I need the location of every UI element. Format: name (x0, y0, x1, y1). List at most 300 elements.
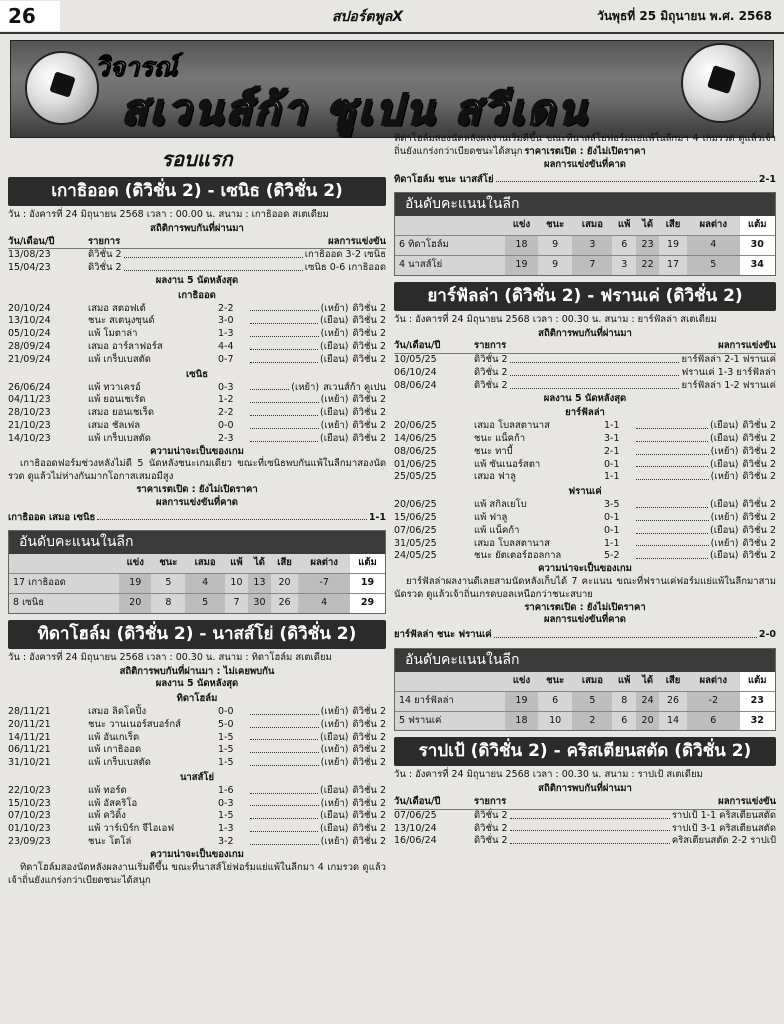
dotted-leader (510, 810, 670, 819)
prediction-text: ทิดาโฮล์ม ชนะ นาสส์โย่ (394, 173, 494, 185)
col-header: เสมอ (581, 219, 603, 231)
row-date: 23/09/23 (8, 836, 51, 848)
col-header: ผลต่าง (699, 219, 728, 231)
banner-title: สเวนส์ก้า ซูเปน สวีเดน (121, 85, 589, 134)
row-league: ดิวิชั่น 2 (352, 797, 386, 809)
stat-cell: 20 (271, 574, 298, 594)
page-number: 26 (0, 1, 60, 31)
row-opponent: แพ้ ควิดิ้ง (88, 810, 126, 822)
row-venue: (เยือน) (710, 524, 739, 536)
row-venue: (เยือน) (320, 353, 349, 365)
row-league: ดิวิชั่น 2 (352, 315, 386, 327)
col-header: แพ้ (618, 674, 631, 686)
col-team (395, 216, 505, 235)
team-name: 8 เซนิธ (9, 593, 119, 612)
dotted-leader (250, 798, 319, 807)
row-league: ดิวิชั่น 2 (352, 744, 386, 756)
row-venue: (เหย้า) (291, 381, 320, 393)
row-league: ดิวิชั่น 2 (352, 341, 386, 353)
stat-cell: 22 (636, 255, 659, 274)
match-title: ราปเป้ (ดิวิชั่น 2) - คริสเตียนสตัด (ดิวิชั่น 2) (394, 737, 776, 766)
col-header: ชนะ (159, 557, 178, 569)
row-date: 10/05/25 (394, 354, 437, 366)
match-title: เกาธิออด (ดิวิชั่น 2) - เซนิธ (ดิวิชั่น 2) (8, 177, 386, 206)
dotted-leader (510, 367, 680, 376)
dotted-leader (636, 471, 709, 480)
row-score: 3-1 (604, 433, 620, 445)
dotted-leader (636, 446, 709, 455)
stat-cell: 19 (659, 236, 687, 256)
row-date: 04/11/23 (8, 394, 51, 406)
prediction-title: ผลการแข่งขันที่คาด (544, 614, 626, 626)
row-league: ดิวิชั่น 2 (742, 524, 776, 536)
h2h-title: สถิติการพบกันที่ผ่านมา (538, 783, 632, 795)
col-header: ได้ (253, 557, 265, 569)
row-opponent: เสมอ ยอนเชเร็ด (88, 407, 155, 419)
row-league: ดิวิชั่น 2 (742, 511, 776, 523)
stat-cell: 18 (505, 711, 538, 730)
standings-row (395, 236, 775, 256)
stat-cell: 4 (298, 593, 350, 612)
form-row (8, 823, 386, 836)
stat-cell: 7 (572, 255, 612, 274)
dotted-leader (250, 315, 318, 324)
row-date: 13/10/24 (394, 822, 437, 834)
last5-title: ผลงาน 5 นัดหลังสุด (155, 678, 239, 690)
form-row (8, 341, 386, 354)
form-row (394, 471, 776, 484)
row-venue: (เหย้า) (320, 328, 349, 340)
prediction-row (8, 512, 386, 525)
col-header: ได้ (642, 219, 654, 231)
row-opponent: ชนะ สเตนุงซุนด์ (88, 315, 155, 327)
stat-cell: 26 (271, 593, 298, 612)
row-score: 1-5 (218, 810, 234, 822)
row-score: 1-5 (218, 744, 234, 756)
row-date: 28/11/21 (8, 705, 51, 717)
stat-cell: 19 (505, 255, 538, 274)
h2h-note: สถิติการพบกันที่ผ่านมา : ไม่เคยพบกัน (119, 665, 275, 677)
row-opponent: เสมอ สตอฟเต้ (88, 302, 146, 314)
team-name: 14 ยาร์ฟัลล่า (395, 691, 505, 711)
stat-cell: -7 (298, 574, 350, 594)
form-list (8, 303, 386, 367)
form-row (394, 550, 776, 563)
dotted-leader (250, 354, 318, 363)
dotted-leader (250, 706, 319, 715)
row-league: ดิวิชั่น 2 (352, 718, 386, 730)
dotted-leader (124, 249, 303, 258)
form-row (8, 744, 386, 757)
row-opponent: ชนะ โตโล่ (88, 836, 132, 848)
form-row (8, 382, 386, 395)
row-result: ฟรานเค่ 1-3 ยาร์ฟัลล่า (681, 366, 776, 378)
football-right-icon (681, 43, 761, 123)
row-result: ยาร์ฟัลล่า 2-1 ฟรานเค่ (681, 354, 776, 366)
h2h-list (8, 249, 386, 275)
row-date: 06/11/21 (8, 744, 51, 756)
analysis-title: ความน่าจะเป็นของเกม (538, 563, 632, 575)
row-competition: ดิวิชั่น 2 (474, 354, 508, 366)
last5-title: ผลงาน 5 นัดหลังสุด (543, 392, 627, 404)
stat-cell: 4 (185, 574, 224, 594)
row-date: 24/05/25 (394, 550, 437, 562)
form-row (8, 354, 386, 367)
h2h-list (394, 810, 776, 848)
row-competition: ดิวิชั่น 2 (474, 379, 508, 391)
h2h-row (394, 810, 776, 823)
prediction-row (394, 629, 776, 642)
stat-cell: 29 (350, 593, 385, 612)
row-venue: (เหย้า) (320, 757, 349, 769)
stat-cell: 10 (538, 711, 572, 730)
h2h-header (394, 340, 776, 354)
h2h-row (394, 380, 776, 393)
row-date: 15/10/23 (8, 797, 51, 809)
row-result: เซนิธ 0-6 เกาธิออด (304, 262, 386, 274)
col-header: แข่ง (126, 557, 144, 569)
row-league: ดิวิชั่น 2 (352, 432, 386, 444)
row-score: 1-5 (218, 757, 234, 769)
form-row (8, 810, 386, 823)
team-name: ทิดาโฮล์ม (176, 693, 218, 705)
row-venue: (เยือน) (320, 341, 349, 353)
form-row (394, 446, 776, 459)
dotted-leader (250, 823, 318, 832)
row-date: 31/10/21 (8, 757, 51, 769)
form-row (394, 538, 776, 551)
row-venue: (เหย้า) (710, 471, 739, 483)
stat-cell: 9 (538, 255, 572, 274)
analysis-text: ทิดาโฮล์มสองนัดหลังผลงานเริ่มดีขึ้น ขณะที่นาสส์โย่ฟอร์มแย่แพ้ในลีกมา 4 เกมรวด ดูแล้วเจ้าถิ่นยังแกร่งกว่าเบียดชนะได้สนุก (8, 861, 386, 886)
row-score: 1-3 (218, 823, 234, 835)
col-header: ชนะ (546, 674, 565, 686)
row-opponent: แพ้ ยอนเชเรัด (88, 394, 146, 406)
row-score: 3-5 (604, 499, 620, 511)
right-column (394, 133, 776, 848)
row-venue: (เยือน) (320, 784, 349, 796)
team-name: ฟรานเค่ (568, 486, 602, 498)
row-result: คริสเตียนสตัด 2-2 ราปเป้ (671, 835, 776, 847)
standings-grid (9, 554, 385, 612)
row-opponent: แพ้ วาร์เบิร์ก จีไอเอฟ (88, 823, 175, 835)
row-date: 26/06/24 (8, 381, 51, 393)
form-row (394, 459, 776, 472)
standings-grid (395, 216, 775, 274)
analysis-text: ยาร์ฟัลล่าผลงานดีเลยสามนัดหลังเก็บได้ 7 คะแนน ขณะที่ฟรานเค่ฟอร์มแย่แพ้ในลีกมาสามนัดรวด ดูแล้วเจ้าถิ่นเกรดบอลเหนือกว่าชนะสบาย (394, 575, 776, 600)
row-score: 1-2 (218, 394, 234, 406)
match-info: วัน : อังคารที่ 24 มิถุนายน 2568 เวลา : 00.30 น. สนาม : ราปเป้ สเตเดียม (394, 769, 703, 781)
stat-cell: 19 (350, 574, 385, 594)
row-result: ยาร์ฟัลล่า 1-2 ฟรานเค่ (681, 379, 776, 391)
col-team (9, 554, 119, 573)
row-league: ดิวิชั่น 2 (742, 537, 776, 549)
form-row (8, 407, 386, 420)
analysis-title: ความน่าจะเป็นของเกม (150, 445, 244, 457)
dotted-leader (250, 303, 319, 312)
standings-title: อันดับคะแนนในลีก (395, 193, 775, 216)
stat-cell: 8 (612, 691, 636, 711)
row-competition: ดิวิชั่น 2 (88, 262, 122, 274)
prediction-score: 2-0 (758, 629, 776, 641)
last5-title: ผลงาน 5 นัดหลังสุด (155, 275, 239, 286)
dotted-leader (636, 459, 708, 468)
row-league: ดิวิชั่น 2 (352, 823, 386, 835)
row-opponent: ชนะ วานเนอร์สบอร์กส์ (88, 718, 181, 730)
h2h-row (394, 835, 776, 848)
form-row (394, 433, 776, 446)
standings-row (9, 593, 385, 612)
h2h-header (394, 796, 776, 810)
row-score: 0-7 (218, 353, 234, 365)
stat-cell: 13 (248, 574, 271, 594)
dotted-leader (636, 538, 709, 547)
row-venue: (เยือน) (710, 499, 739, 511)
row-venue: (เหย้า) (320, 718, 349, 730)
prediction-text: เกาธิออด เสมอ เซนิธ (8, 511, 96, 523)
row-score: 1-1 (604, 420, 620, 432)
prediction-row (394, 174, 776, 187)
col-date: วัน/เดือน/ปี (394, 340, 441, 352)
form-row (8, 706, 386, 719)
row-competition: ดิวิชั่น 2 (474, 366, 508, 378)
row-competition: ดิวิชั่น 2 (474, 822, 508, 834)
h2h-row (394, 354, 776, 367)
stat-cell: 17 (659, 255, 687, 274)
stat-cell: 19 (119, 574, 151, 594)
row-date: 01/06/25 (394, 458, 437, 470)
dotted-leader (636, 420, 708, 429)
h2h-header (8, 236, 386, 250)
team-name: 6 ทิดาโฮล์ม (395, 236, 505, 256)
row-league: ดิวิชั่น 2 (742, 420, 776, 432)
row-score: 1-1 (604, 471, 620, 483)
row-league: ดิวิชั่น 2 (352, 394, 386, 406)
row-score: 0-0 (218, 705, 234, 717)
row-venue: (เยือน) (320, 407, 349, 419)
row-score: 2-1 (604, 445, 620, 457)
row-date: 31/05/25 (394, 537, 437, 549)
stat-cell: 3 (612, 255, 636, 274)
row-date: 13/10/24 (8, 315, 51, 327)
stat-cell: 6 (687, 711, 740, 730)
standings-row (9, 574, 385, 594)
dotted-leader (636, 512, 709, 521)
row-result: เกาธิออด 3-2 เซนิธ (304, 249, 386, 261)
row-date: 15/06/25 (394, 511, 437, 523)
row-score: 5-0 (218, 718, 234, 730)
row-opponent: ชนะ แน็คก้า (474, 433, 526, 445)
row-opponent: แพ้ ทวาเครอ์ (88, 381, 141, 393)
stat-cell: 26 (659, 691, 687, 711)
row-league: ดิวิชั่น 2 (352, 731, 386, 743)
row-venue: (เหย้า) (710, 445, 739, 457)
team-name: นาสส์โย่ (179, 772, 215, 784)
form-row (8, 328, 386, 341)
row-venue: (เหย้า) (320, 797, 349, 809)
row-venue: (เยือน) (710, 433, 739, 445)
row-opponent: เสมอ โบลสตานาส (474, 537, 550, 549)
dotted-leader (496, 174, 757, 183)
match-info: วัน : อังคารที่ 24 มิถุนายน 2568 เวลา : 00.00 น. สนาม : เกาธิออด สเตเดียม (8, 208, 329, 220)
form-row (394, 499, 776, 512)
row-opponent: แพ้ เกร็บเบสตัด (88, 757, 151, 769)
row-opponent: แพ้ เกร็บเบสตัด (88, 432, 151, 444)
dotted-leader (250, 394, 319, 403)
row-date: 01/10/23 (8, 823, 51, 835)
col-header: แต้ม (350, 554, 385, 573)
form-row (8, 785, 386, 798)
football-left-icon (25, 51, 99, 125)
dotted-leader (250, 407, 318, 416)
dotted-leader (250, 744, 319, 753)
row-date: 07/10/23 (8, 810, 51, 822)
row-opponent: เสมอ อาร์ลาฟอร์ส (88, 341, 163, 353)
col-result: ผลการแข่งขัน (328, 235, 386, 247)
row-venue: (เหย้า) (320, 744, 349, 756)
form-row (394, 525, 776, 538)
stat-cell: 5 (185, 593, 224, 612)
row-date: 05/10/24 (8, 328, 51, 340)
dotted-leader (636, 499, 708, 508)
row-date: 28/10/23 (8, 407, 51, 419)
row-league: สเวนส์ก้า คูเปน (323, 381, 386, 393)
team-name: เกาธิออด (178, 289, 216, 301)
row-opponent: แพ้ อันเกเร็ด (88, 731, 140, 743)
form-row (8, 303, 386, 316)
stat-cell: 4 (687, 236, 740, 256)
row-opponent: ชนะ ยัตเตอร์ฮอลกาล (474, 550, 562, 562)
row-venue: (เยือน) (320, 315, 349, 327)
row-league: ดิวิชั่น 2 (742, 550, 776, 562)
row-score: 0-1 (604, 458, 620, 470)
row-league: ดิวิชั่น 2 (352, 353, 386, 365)
row-league: ดิวิชั่น 2 (742, 499, 776, 511)
dotted-leader (250, 810, 318, 819)
row-date: 25/05/25 (394, 471, 437, 483)
stat-cell: 18 (505, 236, 538, 256)
dotted-leader (97, 512, 367, 521)
row-venue: (เหย้า) (710, 537, 739, 549)
banner (10, 40, 774, 138)
row-league: ดิวิชั่น 2 (352, 407, 386, 419)
col-comp: รายการ (474, 340, 507, 352)
form-row (8, 433, 386, 446)
row-score: 2-3 (218, 432, 234, 444)
form-list (8, 382, 386, 446)
stat-cell: 6 (612, 711, 636, 730)
row-league: ดิวิชั่น 2 (352, 836, 386, 848)
dotted-leader (250, 341, 318, 350)
row-venue: (เหย้า) (320, 302, 349, 314)
form-row (8, 757, 386, 770)
stat-cell: 23 (740, 691, 775, 711)
form-row (394, 420, 776, 433)
row-opponent: แพ้ เกร็บเบสตัด (88, 353, 151, 365)
col-header: ได้ (642, 674, 654, 686)
analysis-title: ความน่าจะเป็นของเกม (150, 848, 244, 860)
row-date: 08/06/24 (394, 379, 437, 391)
form-row (8, 732, 386, 745)
stat-cell: 9 (538, 236, 572, 256)
row-league: ดิวิชั่น 2 (352, 757, 386, 769)
row-score: 4-4 (218, 341, 234, 353)
row-score: 1-5 (218, 731, 234, 743)
row-opponent: เสมอ โบลสตานาส (474, 420, 550, 432)
row-opponent: แพ้ แน็คก้า (474, 524, 520, 536)
row-league: ดิวิชั่น 2 (742, 458, 776, 470)
row-opponent: เสมอ ลิดโคปิ้ง (88, 705, 147, 717)
h2h-title: สถิติการพบกันที่ผ่านมา (538, 327, 632, 339)
row-opponent: แพ้ อัสคริโอ (88, 797, 138, 809)
row-date: 14/10/23 (8, 432, 51, 444)
stat-cell: 2 (572, 711, 612, 730)
dotted-leader (636, 433, 708, 442)
row-opponent: ชนะ ทาบี้ (474, 445, 513, 457)
row-competition: ดิวิชั่น 2 (474, 835, 508, 847)
form-row (394, 512, 776, 525)
stat-cell: 10 (225, 574, 248, 594)
row-league: ดิวิชั่น 2 (352, 705, 386, 717)
dotted-leader (250, 785, 318, 794)
team-name: 5 ฟรานเค่ (395, 711, 505, 730)
form-list (8, 785, 386, 849)
publication-name: สปอร์ตพูลX (332, 9, 404, 25)
row-date: 13/08/23 (8, 249, 51, 261)
row-opponent: แพ้ สกิลเยโบ (474, 499, 527, 511)
prediction-score: 2-1 (758, 173, 776, 185)
row-league: ดิวิชั่น 2 (352, 784, 386, 796)
standings-title: อันดับคะแนนในลีก (395, 649, 775, 672)
match-title: ยาร์ฟัลล่า (ดิวิชั่น 2) - ฟรานเค่ (ดิวิชั่น 2) (394, 282, 776, 311)
prediction-title: ผลการแข่งขันที่คาด (544, 158, 626, 170)
match-title: ทิดาโฮล์ม (ดิวิชั่น 2) - นาสส์โย่ (ดิวิชั่น 2) (8, 620, 386, 649)
row-score: 2-2 (218, 407, 234, 419)
col-header: ชนะ (546, 219, 565, 231)
row-venue: (เยือน) (710, 550, 739, 562)
col-header: เสมอ (581, 674, 603, 686)
row-league: ดิวิชั่น 2 (742, 471, 776, 483)
row-result: ราปเป้ 1-1 คริสเตียนสตัด (671, 809, 776, 821)
stat-cell: -2 (687, 691, 740, 711)
stat-cell: 23 (636, 236, 659, 256)
h2h-row (8, 262, 386, 275)
row-score: 0-1 (604, 524, 620, 536)
odds-text: ราคาเรตเปิด : ยังไม่เปิดราคา (524, 146, 646, 157)
row-venue: (เยือน) (320, 432, 349, 444)
col-header: แข่ง (512, 674, 531, 686)
stat-cell: 5 (151, 574, 185, 594)
row-date: 20/06/25 (394, 420, 437, 432)
dotted-leader (250, 328, 319, 337)
row-date: 07/06/25 (394, 524, 437, 536)
row-date: 21/09/24 (8, 353, 51, 365)
dotted-leader (494, 629, 757, 638)
row-venue: (เหย้า) (320, 705, 349, 717)
row-score: 2-2 (218, 302, 234, 314)
match-info: วัน : อังคารที่ 24 มิถุนายน 2568 เวลา : 00.30 น. สนาม : ยาร์ฟัลล่า สเตเดียม (394, 313, 717, 325)
dotted-leader (250, 836, 319, 845)
publication-date: วันพุธที่ 25 มิถุนายน พ.ศ. 2568 (597, 9, 772, 23)
row-venue: (เหย้า) (710, 511, 739, 523)
h2h-row (394, 823, 776, 836)
h2h-row (8, 249, 386, 262)
form-row (8, 719, 386, 732)
row-opponent: แพ้ ฟาลู (474, 511, 508, 523)
row-date: 08/06/25 (394, 445, 437, 457)
standings-table (394, 192, 776, 275)
row-date: 06/10/24 (394, 366, 437, 378)
